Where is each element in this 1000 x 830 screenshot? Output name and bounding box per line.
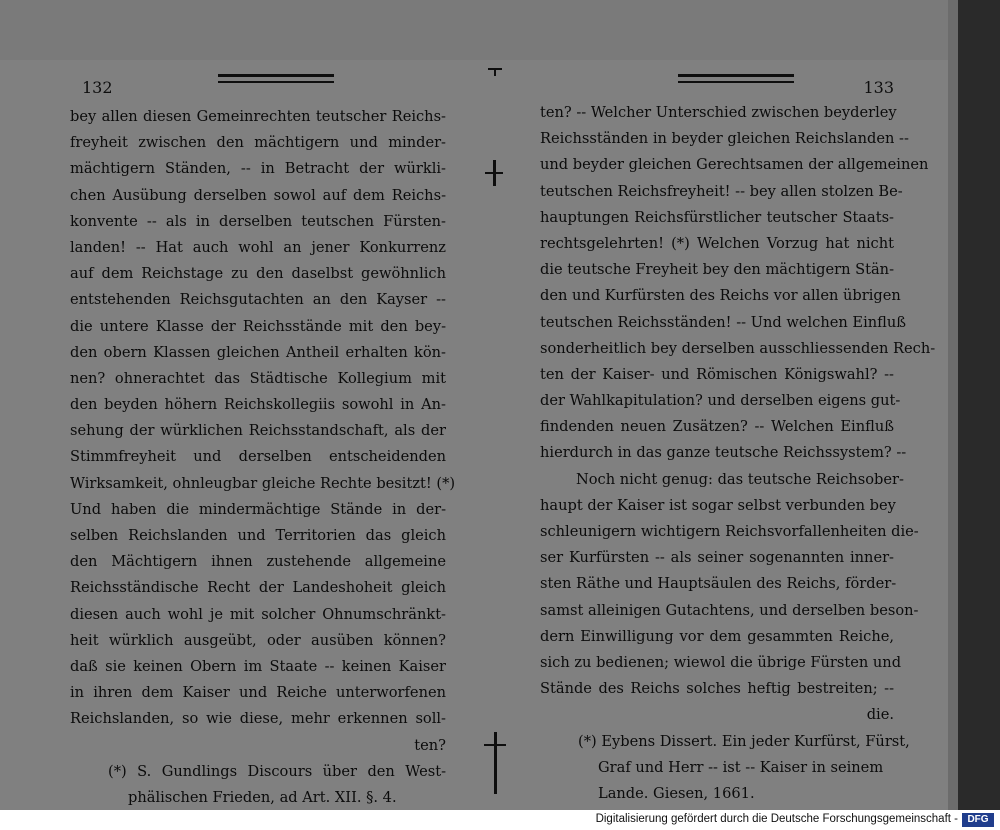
text-line: auf dem Reichstage zu den daselbst gewöhnlich [70,265,446,283]
text-line: heit würklich ausgeübt, oder ausüben können? [70,631,446,649]
text-line: Wirksamkeit, ohnleugbar gleiche Rechte besitzt! (*) [70,474,456,492]
text-line: den beyden höhern Reichskollegiis sowohl in An- [70,396,446,414]
left-header-rule-thin [218,81,334,83]
text-line: chen Ausübung derselben sowol auf dem Reichs- [70,186,446,204]
scan-top-edge [0,0,1000,60]
text-line: ser Kurfürsten -- als seiner sogenannten inner- [540,549,894,567]
text-line: den Mächtigern ihnen zustehende allgemeine [70,553,446,571]
text-line: sich zu bedienen; wiewol die übrige Fürsten und [540,653,902,671]
text-line: den und Kurfürsten des Reichs vor allen übrigen [540,287,901,305]
left-page-number: 132 [82,78,113,97]
text-line: Reichsständische Recht der Landeshoheit gleich [70,579,446,597]
gutter-mark-mid-arm [485,172,503,174]
text-line: der Wahlkapitulation? und derselben eigens gut- [540,392,901,410]
text-line: ten der Kaiser- und Römischen Königswahl? -- [540,365,894,383]
right-page-number: 133 [863,78,894,97]
text-line: hauptungen Reichsfürstlicher teutscher Staats- [540,208,894,226]
gutter-mark-bottom [494,732,497,794]
text-line: die teutsche Freyheit bey den mächtigern Stän- [540,261,894,279]
book-gutter [470,60,530,800]
gutter-mark-top-stem [494,68,496,76]
scan-right-edge [958,0,1000,810]
text-line: mächtigern Ständen, -- in Betracht der würkli- [70,160,446,178]
right-page-text [540,100,936,807]
right-header-rule-thin [678,81,794,83]
left-header-rule [218,74,334,77]
text-line: Stimmfreyheit und derselben entscheidenden [70,448,446,466]
text-line: ten? [414,736,446,754]
text-line: dern Einwilligung vor dem gesammten Reiche, [540,627,894,645]
footnote-line: Graf und Herr -- ist -- Kaiser in seinem [598,758,884,776]
text-line: haupt der Kaiser ist sogar selbst verbunden bey [540,496,896,514]
left-page-text [70,104,456,811]
text-line: teutschen Reichsfreyheit! -- bey allen stolzen Be- [540,182,903,200]
text-line: Reichslanden, so wie diese, mehr erkennen soll- [70,710,446,728]
text-line: Noch nicht genug: das teutsche Reichsober- [576,470,904,488]
text-line: Und haben die mindermächtige Stände in der- [70,500,446,518]
footnote-line: (*) Eybens Dissert. Ein jeder Kurfürst, Fürst, [578,732,910,750]
text-line: landen! -- Hat auch wohl an jener Konkurrenz [70,238,446,256]
text-line: findenden neuen Zusätzen? -- Welchen Einfluß [540,418,894,436]
text-line: sten Räthe und Hauptsäulen des Reichs, förder- [540,575,897,593]
text-line: und beyder gleichen Gerechtsamen der allgemeinen [540,156,929,174]
text-line: freyheit zwischen den mächtigern und minder- [70,134,446,152]
text-line: diesen auch wohl je mit solcher Ohnumschränkt- [70,605,446,623]
left-page [70,60,456,806]
text-line: nen? ohnerachtet das Städtische Kollegium mit [70,369,446,387]
footnote-line: (*) S. Gundlings Discours über den West- [108,762,446,780]
gutter-mark-bottom-arm [484,744,506,746]
text-line: samst alleinigen Gutachtens, und derselben beson- [540,601,919,619]
dfg-logo[interactable]: DFG [962,813,994,827]
text-line: schleunigern wichtigern Reichsvorfallenheiten die- [540,523,919,540]
text-line: die. [866,706,894,724]
text-line: sehung der würklichen Reichsstandschaft, als der [70,422,446,440]
right-header-rule [678,74,794,77]
funding-credit: Digitalisierung gefördert durch die Deutsche Forschungsgemeinschaft - [595,813,958,825]
text-line: ten? -- Welcher Unterschied zwischen beyderley [540,104,897,121]
text-line: rechtsgelehrten! (*) Welchen Vorzug hat nicht [540,234,894,252]
text-line: die untere Klasse der Reichsstände mit den bey- [70,317,446,335]
text-line: daß sie keinen Obern im Staate -- keinen Kaiser [70,657,446,675]
text-line: den obern Klassen gleichen Antheil erhalten kön- [70,343,446,361]
text-line: entstehenden Reichsgutachten an den Kayser -- [70,291,446,309]
text-line: in ihren dem Kaiser und Reiche unterworfenen [70,684,446,702]
text-line: teutschen Reichsständen! -- Und welchen Einfluß [540,313,907,331]
text-line: Reichsständen in beyder gleichen Reichslanden -- [540,130,909,148]
text-line: Stände des Reichs solches heftig bestreiten; -- [540,680,894,698]
text-line: hierdurch in das ganze teutsche Reichssystem? -- [540,444,907,462]
digitization-footer [0,810,1000,830]
text-line: selben Reichslanden und Territorien das gleich [70,527,446,544]
text-line: konvente -- als in derselben teutschen Fürsten- [70,212,446,230]
footnote-line: Lande. Giesen, 1661. [598,784,755,802]
footnote-line: phälischen Frieden, ad Art. XII. §. 4. [128,788,397,806]
text-line: sonderheitlich bey derselben ausschliessenden Rech- [540,339,936,357]
text-line: bey allen diesen Gemeinrechten teutscher Reichs- [70,108,446,125]
right-page [540,60,936,802]
